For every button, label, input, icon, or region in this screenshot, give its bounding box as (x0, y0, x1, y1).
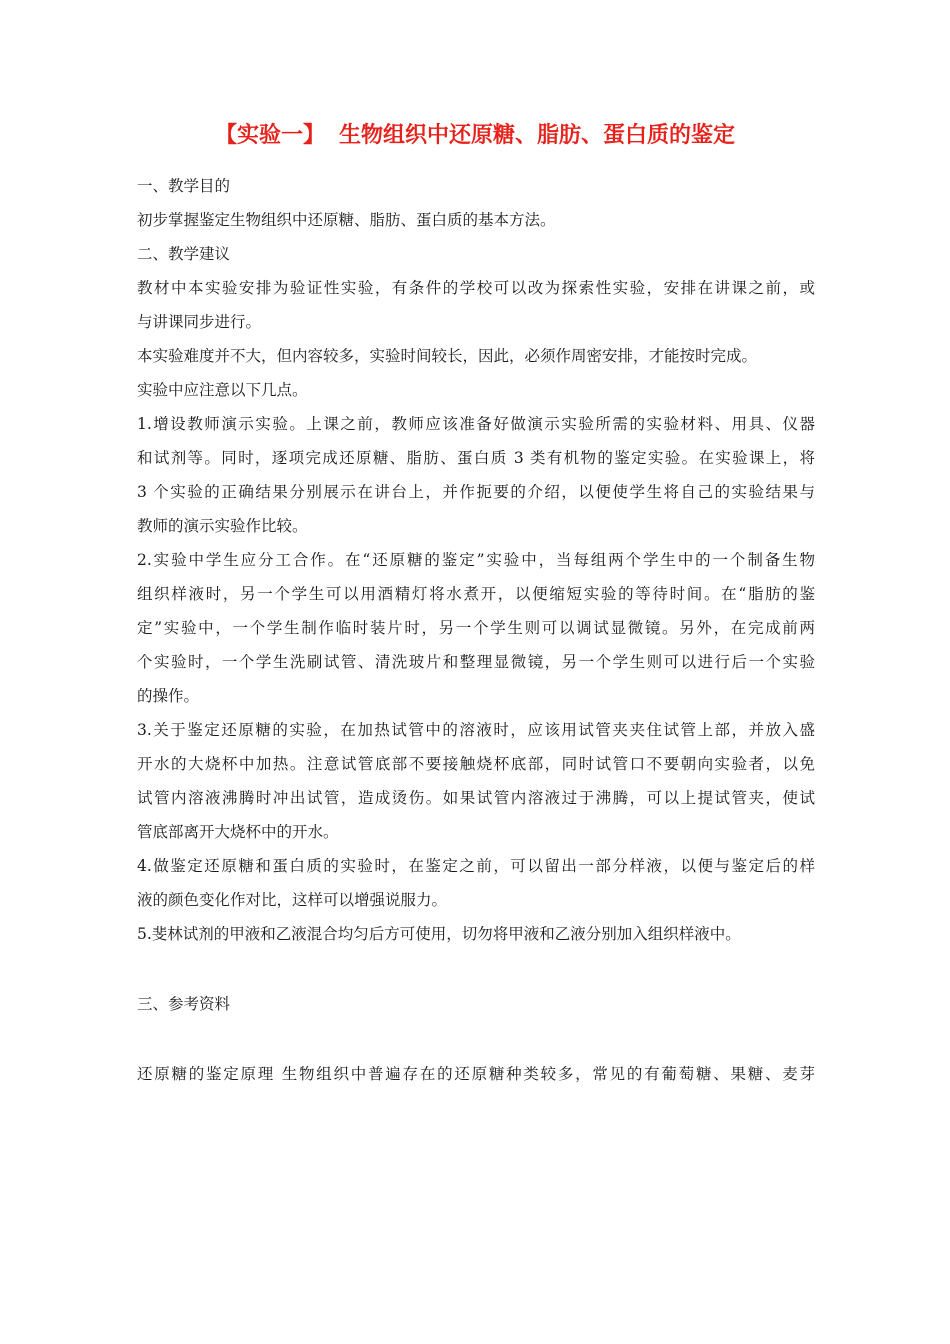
list-item-2-line: 2.实验中学生应分工合作。在“还原糖的鉴定”实验中，当每组两个学生中的一个制备生物 (137, 551, 815, 569)
list-item-1-line: 1.增设教师演示实验。上课之前，教师应该准备好做演示实验所需的实验材料、用具、仪器 (137, 415, 815, 433)
document-title (0, 121, 950, 151)
paragraph-line: 与讲课同步进行。 (137, 313, 262, 331)
paragraph-line: 初步掌握鉴定生物组织中还原糖、脂肪、蛋白质的基本方法。 (137, 211, 556, 229)
list-item-1-line: 和试剂等。同时，逐项完成还原糖、脂肪、蛋白质 3 类有机物的鉴定实验。在实验课上，将 (137, 449, 815, 467)
experiment-title: 生物组织中还原糖、脂肪、蛋白质的鉴定 (339, 123, 736, 148)
list-item-2-line: 的操作。 (137, 687, 200, 705)
list-item-4-line: 4.做鉴定还原糖和蛋白质的实验时，在鉴定之前，可以留出一部分样液，以便与鉴定后的样 (137, 857, 815, 875)
list-item-2-line: 组织样液时，另一个学生可以用酒精灯将水煮开，以便缩短实验的等待时间。在“脂肪的鉴 (137, 585, 815, 603)
section-heading-suggestions: 二、教学建议 (137, 245, 231, 263)
section-heading-objectives: 一、教学目的 (137, 177, 231, 195)
list-item-3-line: 开水的大烧杯中加热。注意试管底部不要接触烧杯底部，同时试管口不要朝向实验者，以免 (137, 755, 815, 773)
list-item-3-line: 管底部离开大烧杯中的开水。 (137, 823, 339, 841)
list-item-1-line: 3 个实验的正确结果分别展示在讲台上，并作扼要的介绍，以便使学生将自己的实验结果与 (137, 483, 815, 501)
section-heading-references: 三、参考资料 (137, 995, 231, 1013)
experiment-tag: 【实验一】 (214, 123, 325, 148)
list-item-5-line: 5.斐林试剂的甲液和乙液混合均匀后方可使用，切勿将甲液和乙液分别加入组织样液中。 (137, 925, 741, 943)
paragraph-line: 本实验难度并不大，但内容较多，实验时间较长，因此，必须作周密安排，才能按时完成。 (137, 347, 758, 365)
paragraph-line: 教材中本实验安排为验证性实验，有条件的学校可以改为探索性实验，安排在讲课之前，或 (137, 279, 815, 297)
list-item-2-line: 个实验时，一个学生洗刷试管、清洗玻片和整理显微镜，另一个学生则可以进行后一个实验 (137, 653, 815, 671)
paragraph-line: 实验中应注意以下几点。 (137, 381, 308, 399)
list-item-3-line: 3.关于鉴定还原糖的实验，在加热试管中的溶液时，应该用试管夹夹住试管上部，并放入盛 (137, 721, 815, 739)
list-item-4-line: 液的颜色变化作对比，这样可以增强说服力。 (137, 891, 448, 909)
list-item-2-line: 定”实验中，一个学生制作临时装片时，另一个学生则可以调试显微镜。另外，在完成前两 (137, 619, 815, 637)
list-item-1-line: 教师的演示实验作比较。 (137, 517, 308, 535)
paragraph-line: 还原糖的鉴定原理 生物组织中普遍存在的还原糖种类较多，常见的有葡萄糖、果糖、麦芽 (137, 1065, 815, 1083)
list-item-3-line: 试管内溶液沸腾时冲出试管，造成烫伤。如果试管内溶液过于沸腾，可以上提试管夹，使试 (137, 789, 815, 807)
document-body (137, 172, 815, 1088)
